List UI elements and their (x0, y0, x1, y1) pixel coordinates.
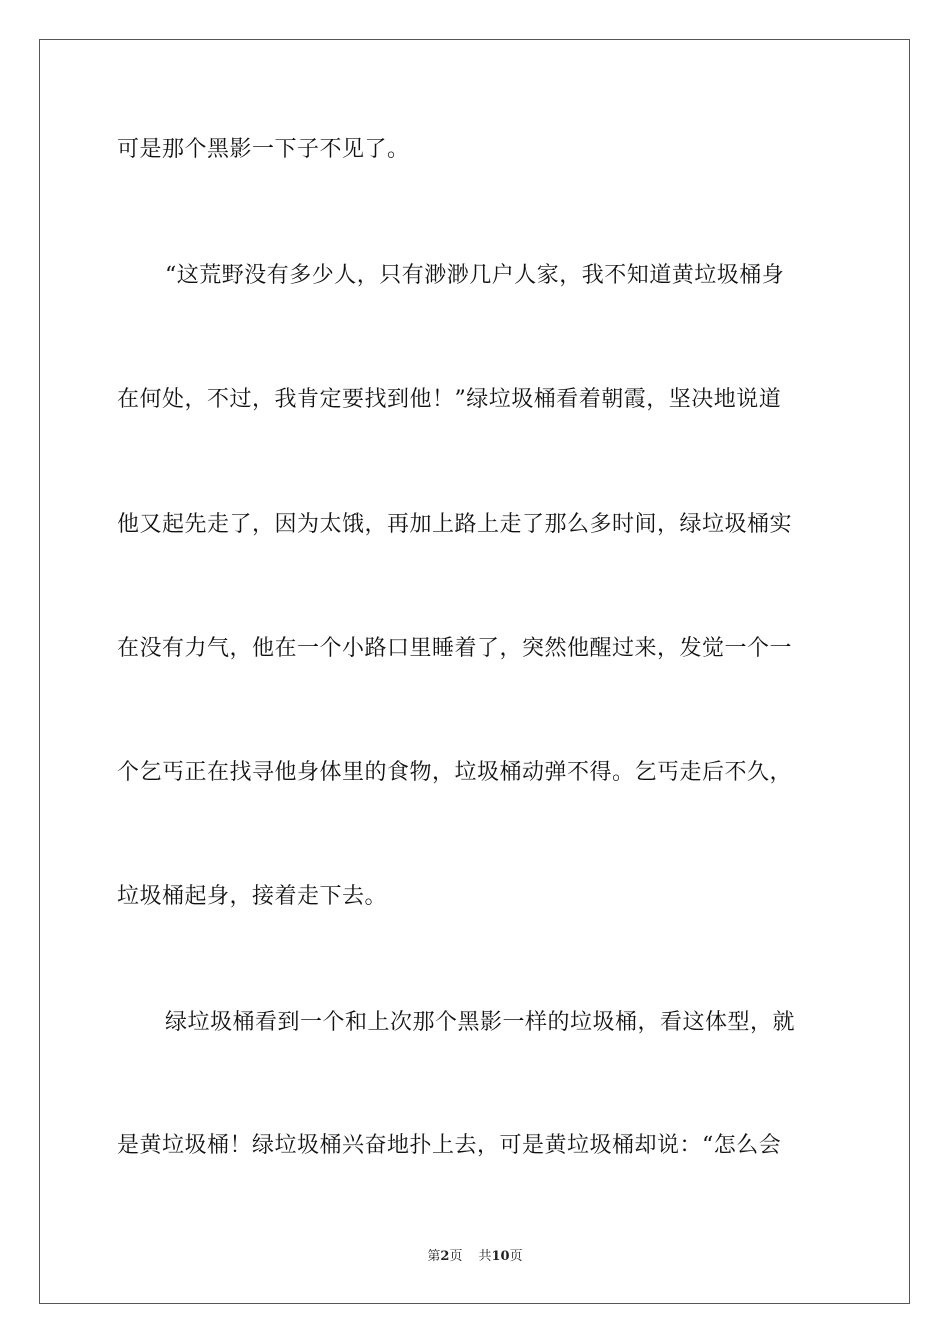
page-suffix: 页 (449, 1249, 463, 1264)
total-pages: 10 (491, 1249, 510, 1264)
text-line-1: 可是那个黑影一下子不见了。 (117, 137, 410, 162)
text-line-9: 是黄垃圾桶！绿垃圾桶兴奋地扑上去，可是黄垃圾桶却说：“怎么会 (117, 1133, 782, 1158)
text-line-8: 绿垃圾桶看到一个和上次那个黑影一样的垃圾桶，看这体型，就 (165, 1010, 796, 1035)
total-prefix: 共 (478, 1249, 492, 1264)
text-line-2: “这荒野没有多少人，只有渺渺几户人家，我不知道黄垃圾桶身 (165, 263, 785, 288)
page-border (39, 39, 910, 1304)
text-line-7: 垃圾桶起身，接着走下去。 (117, 884, 388, 909)
text-line-6: 个乞丐正在找寻他身体里的食物，垃圾桶动弹不得。乞丐走后不久， (117, 760, 793, 785)
text-line-4: 他又起先走了，因为太饿，再加上路上走了那么多时间，绿垃圾桶实 (117, 512, 793, 537)
text-line-5: 在没有力气，他在一个小路口里睡着了，突然他醒过来，发觉一个一 (117, 636, 793, 661)
text-line-3: 在何处，不过，我肯定要找到他！”绿垃圾桶看着朝霞，坚决地说道 (117, 387, 782, 412)
page-footer (0, 1248, 950, 1266)
page-number: 2 (440, 1249, 450, 1264)
total-suffix: 页 (509, 1249, 523, 1264)
page-prefix: 第 (427, 1249, 441, 1264)
